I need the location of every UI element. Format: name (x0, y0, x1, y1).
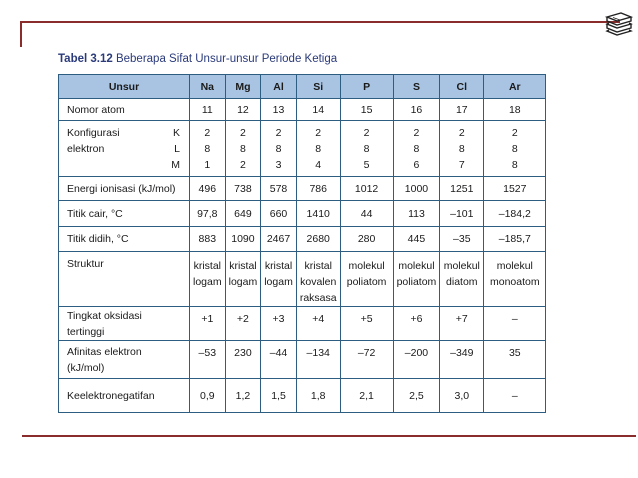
table-cell: 2 8 4 (296, 121, 340, 177)
header-element: Cl (440, 75, 484, 99)
table-cell: 786 (296, 177, 340, 201)
table-cell: +4 (296, 307, 340, 341)
table-cell: +1 (190, 307, 226, 341)
table-row (59, 379, 546, 413)
table-cell: 14 (296, 99, 340, 121)
table-cell: molekul poliatom (340, 252, 393, 307)
table-row (59, 252, 546, 307)
table-cell: +5 (340, 307, 393, 341)
header-element: Si (296, 75, 340, 99)
table-cell: 2 8 2 (225, 121, 261, 177)
table-cell: molekul diatom (440, 252, 484, 307)
table-cell: 2,1 (340, 379, 393, 413)
table-row (59, 121, 546, 177)
table-cell: 12 (225, 99, 261, 121)
header-element: S (393, 75, 440, 99)
table-cell: 2 8 8 (484, 121, 546, 177)
table-cell: –44 (261, 341, 297, 379)
table-cell: 2680 (296, 227, 340, 252)
table-cell: 1,2 (225, 379, 261, 413)
table-cell: –184,2 (484, 201, 546, 227)
table-cell: 578 (261, 177, 297, 201)
table-cell: 16 (393, 99, 440, 121)
table-cell: 1,8 (296, 379, 340, 413)
caption-title: Beberapa Sifat Unsur-unsur Periode Ketiga (115, 53, 338, 65)
top-rule (20, 21, 620, 23)
table-cell: 1410 (296, 201, 340, 227)
table-cell: 445 (393, 227, 440, 252)
table-cell: 649 (225, 201, 261, 227)
table-cell: kristal logam (225, 252, 261, 307)
shell-label: K (172, 126, 180, 139)
label-line: elektron (67, 142, 105, 155)
table-cell: kristal logam (190, 252, 226, 307)
table-cell: 1251 (440, 177, 484, 201)
table-cell: 97,8 (190, 201, 226, 227)
table-caption (58, 53, 337, 65)
table-cell: molekul poliatom (393, 252, 440, 307)
table-cell: – (484, 379, 546, 413)
table-cell: –200 (393, 341, 440, 379)
row-label: Energi ionisasi (kJ/mol) (59, 177, 190, 201)
header-unsur: Unsur (59, 75, 190, 99)
table-cell: 113 (393, 201, 440, 227)
table-cell: 2467 (261, 227, 297, 252)
table-cell: 44 (340, 201, 393, 227)
table-cell: +6 (393, 307, 440, 341)
header-element: Mg (225, 75, 261, 99)
table-row (59, 201, 546, 227)
table-cell: 1090 (225, 227, 261, 252)
row-label: Afinitas elektron (kJ/mol) (59, 341, 190, 379)
table-cell: +2 (225, 307, 261, 341)
table-cell: 738 (225, 177, 261, 201)
table-cell: 1000 (393, 177, 440, 201)
table-cell: 1012 (340, 177, 393, 201)
header-element: P (340, 75, 393, 99)
table-cell: molekul monoatom (484, 252, 546, 307)
table-row (59, 227, 546, 252)
table-cell: 660 (261, 201, 297, 227)
table-cell: 3,0 (440, 379, 484, 413)
table-cell: 230 (225, 341, 261, 379)
table-cell: –185,7 (484, 227, 546, 252)
table-cell: 496 (190, 177, 226, 201)
header-element: Al (261, 75, 297, 99)
label-line: Konfigurasi (67, 126, 120, 139)
table-cell: –35 (440, 227, 484, 252)
table-cell: 35 (484, 341, 546, 379)
header-element: Na (190, 75, 226, 99)
table-cell: 0,9 (190, 379, 226, 413)
table-cell: 2 8 6 (393, 121, 440, 177)
row-label: Struktur (59, 252, 190, 307)
table-cell: +3 (261, 307, 297, 341)
table-cell: 2 8 3 (261, 121, 297, 177)
table-cell: 17 (440, 99, 484, 121)
table-cell: 280 (340, 227, 393, 252)
table-row (59, 177, 546, 201)
row-label (59, 121, 190, 177)
header-row (59, 75, 546, 99)
table-cell: 883 (190, 227, 226, 252)
properties-table-wrapper (58, 74, 546, 413)
table-cell: –72 (340, 341, 393, 379)
shell-label: L (174, 142, 180, 155)
table-cell: kristal logam (261, 252, 297, 307)
header-element: Ar (484, 75, 546, 99)
table-cell: 15 (340, 99, 393, 121)
row-label: Titik didih, °C (59, 227, 190, 252)
row-label: Tingkat oksidasi tertinggi (59, 307, 190, 341)
table-cell: – (484, 307, 546, 341)
table-cell: 11 (190, 99, 226, 121)
table-cell: 1,5 (261, 379, 297, 413)
table-cell: 2 8 5 (340, 121, 393, 177)
row-label: Keelektronegatifan (59, 379, 190, 413)
row-label: Nomor atom (59, 99, 190, 121)
shell-label: M (171, 158, 180, 171)
table-cell: –134 (296, 341, 340, 379)
table-cell: –101 (440, 201, 484, 227)
row-label: Titik cair, °C (59, 201, 190, 227)
bottom-rule (22, 435, 636, 437)
table-cell: –53 (190, 341, 226, 379)
caption-number: Tabel 3.12 (58, 53, 113, 65)
table-cell: 2 8 1 (190, 121, 226, 177)
properties-table (58, 74, 546, 413)
table-cell: 18 (484, 99, 546, 121)
table-row (59, 307, 546, 341)
table-cell: +7 (440, 307, 484, 341)
left-rule (20, 21, 22, 47)
table-cell: 2,5 (393, 379, 440, 413)
books-icon (604, 12, 634, 38)
table-row (59, 341, 546, 379)
table-row (59, 99, 546, 121)
table-cell: 13 (261, 99, 297, 121)
table-cell: 2 8 7 (440, 121, 484, 177)
table-cell: kristal kovalen raksasa (296, 252, 340, 307)
table-cell: 1527 (484, 177, 546, 201)
table-cell: –349 (440, 341, 484, 379)
